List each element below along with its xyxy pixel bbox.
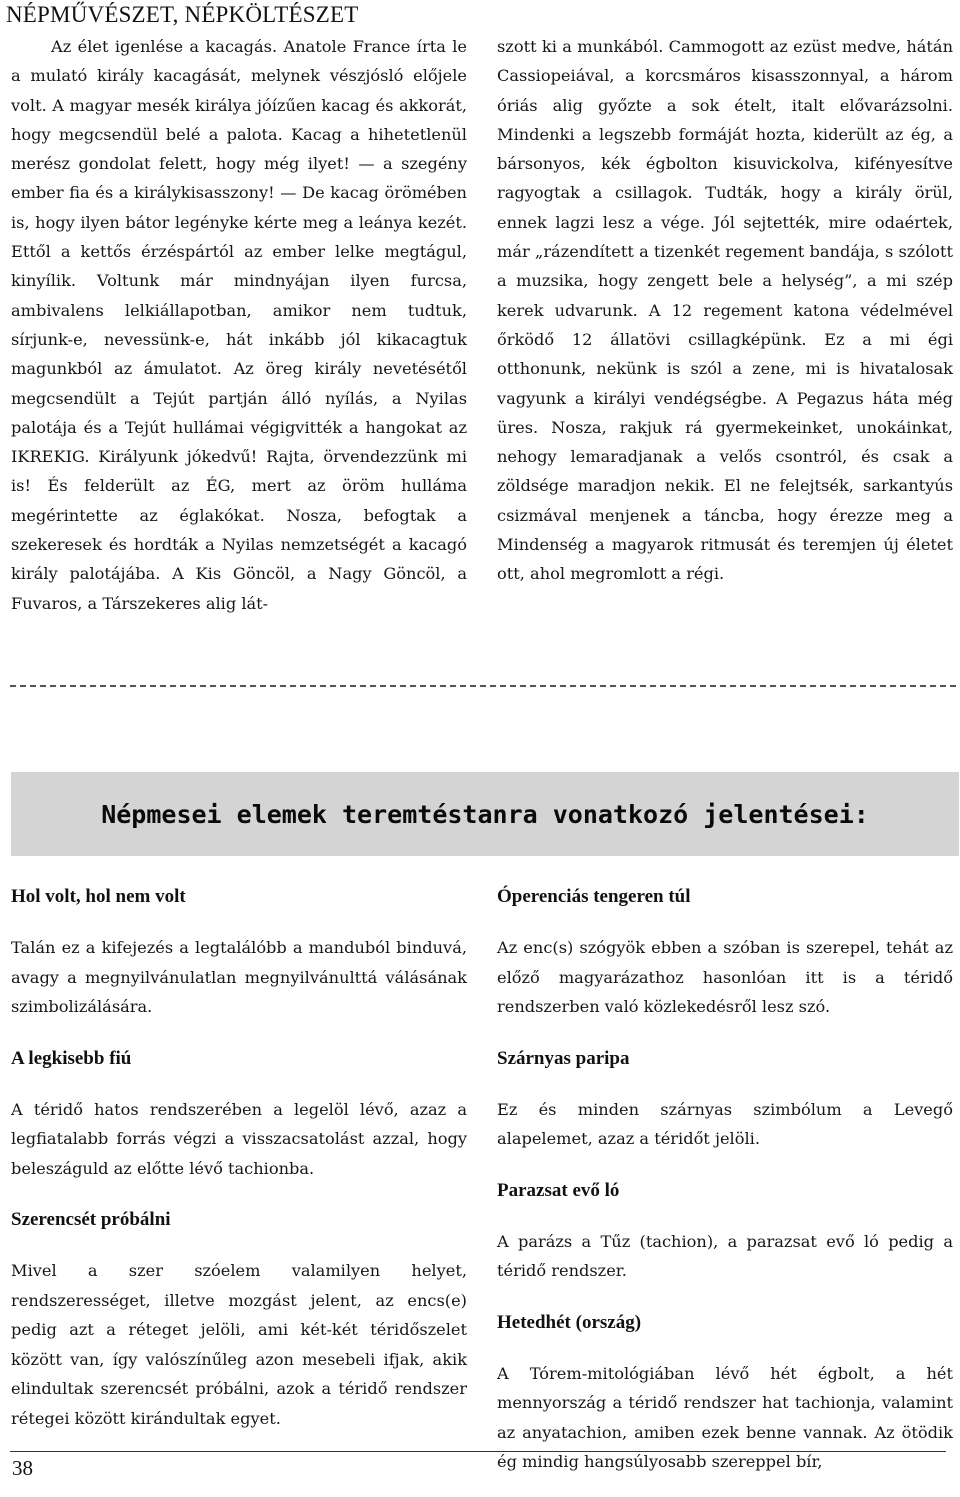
- page-number: 38: [12, 1456, 33, 1480]
- entry-heading: Óperenciás tengeren túl: [497, 886, 691, 907]
- section-title: Népmesei elemek teremtéstanra vonatkozó jelentései:: [101, 799, 869, 829]
- article-column-right: [497, 32, 953, 589]
- entry-text: Ez és minden szárnyas szimbólum a Levegő alapelemet, azaz a téridőt jelöli.: [497, 1099, 953, 1148]
- glossary-entry: [497, 1174, 953, 1286]
- entry-heading: Hol volt, hol nem volt: [11, 886, 186, 907]
- glossary-entry: [11, 1203, 467, 1433]
- entry-text: Az enc(s) szógyök ebben a szóban is szerepel, tehát az előző magyarázathoz hasonlóan itt is a téridő rendszerben való közlekedésről lesz szó.: [497, 938, 953, 1016]
- entry-heading: A legkisebb fiú: [11, 1047, 132, 1069]
- footer-rule: [10, 1451, 946, 1452]
- entry-text: Talán ez a kifejezés a legtalálóbb a manduból binduvá, avagy a megnyilvánulatlan megnyilvánulttá válásának szimbolizálására.: [11, 938, 467, 1016]
- entry-heading: Hetedhét (ország): [497, 1311, 642, 1333]
- glossary-entry: [11, 1042, 467, 1184]
- entry-heading: Szárnyas paripa: [497, 1047, 630, 1069]
- entry-text: A téridő hatos rendszerében a legelöl lévő, azaz a legfiatalabb forrás végzi a visszacsatolást azzal, hogy beleszáguld az előtte lévő tachionba.: [11, 1099, 467, 1178]
- article-column-left: [11, 32, 467, 618]
- entry-text: Mivel a szer szóelem valamilyen helyet, rendszerességet, illetve mozgást jelent, az encs(e) pedig azt a réteget jelöli, ami két-két téridőszelet között van, így valószínűleg azon mesebeli ifjak, akik elindultak szerencsét próbálni, azok a téridő rendszer rétegei között kirándultak egyet.: [11, 1261, 467, 1428]
- entry-text: A Tórem-mitológiában lévő hét égbolt, a hét mennyország a téridő rendszer hat tachionja, valamint az anyatachion, amiben ezek benne vannak. Az ötödik ég mindig hangsúlyosabb szereppel bír,: [497, 1363, 953, 1471]
- entry-heading: Parazsat evő ló: [497, 1179, 620, 1201]
- section-header: NÉPMŰVÉSZET, NÉPKÖLTÉSZET: [6, 2, 359, 27]
- article-paragraph: Az élet igenlése a kacagás. Anatole France írta le a mulató király kacagását, melynek vészjósló előjele volt. A magyar mesék királya jóízűen kacag és akkorát, hogy megcsendül belé a palota. Kacag a hihetetlenül merész gondolat felett, hogy még ilyet! — a szegény ember fia és a királykisasszony! — De kacag örömében is, hogy ilyen bátor legényke kérte meg a leánya kezét. Ettől a kettős érzéspártól az ember lelke megtágul, kinyílik. Voltunk már mindnyájan ilyen furcsa, ambivalens lelkiállapotban, amikor nem tudtuk, sírjunk-e, nevessünk-e, hát inkább jól kikacagtuk magunkból az ámulatot. Az öreg király nevetésétől megcsendült a Tejút partján álló nyílás, a Nyilas palotája és a Tejút hullámai végigvitték a hangokat az IKREKIG. Királyunk jókedvű! Rajta, örvendezzünk mi is! És felderült az ÉG, mert az öröm hulláma megérintette az églakókat. Nosza, befogtak a szekeresek és hordták a Nyilas nemzetségét a kacagó király palotájába. A Kis Göncöl, a Nagy Göncöl, a Fuvaros, a Társzekeres alig lát-: [11, 37, 467, 613]
- entry-heading: Szerencsét próbálni: [11, 1209, 171, 1230]
- glossary-entry: [497, 880, 953, 1022]
- glossary-column-left: [11, 880, 467, 1453]
- article-paragraph-continued: szott ki a munkából. Cammogott az ezüst medve, hátán Cassiopeiával, a korcsmáros kisasszonnyal, a három óriás alig győzte a sok ételt, italt elővarázsolni. Mindenki a legszebb formáját hozta, kiderült az ég, a bársonyos, kék égbolton kisuvickolva, kifényesítve ragyogtak a csillagok. Tudták, hogy a király örül, ennek lagzi lesz a vége. Jól sejtették, mire odaértek, már „rázendített a tizenkét regement bandája, s szólott a muzsika, hogy zengett bele a helység”, a mi szép kerek udvarunk. A 12 regement katona védelmével őrködő 12 állatövi csillagképünk. Ez a mi égi otthonunk, nekünk is szól a zene, mi is hivatalosak vagyunk a királyi vendégségbe. A Pegazus háta még üres. Nosza, rakjuk rá gyermekeinket, unokáinkat, nehogy lemaradjanak a velős csontról, és csak a zöldsége maradjon nekik. El ne felejtsék, sarkantyús csizmával menjenek a táncba, hogy érezze meg a Mindenség a magyarok ritmusát és teremjen új életet ott, ahol megromlott a régi.: [497, 37, 953, 584]
- section-title-box: [11, 772, 959, 856]
- entry-text: A parázs a Tűz (tachion), a parazsat evő ló pedig a téridő rendszer.: [497, 1231, 953, 1280]
- glossary-entry: [11, 880, 467, 1022]
- glossary-entry: [497, 1042, 953, 1154]
- dashed-divider: [10, 685, 956, 687]
- glossary-column-right: [497, 880, 953, 1497]
